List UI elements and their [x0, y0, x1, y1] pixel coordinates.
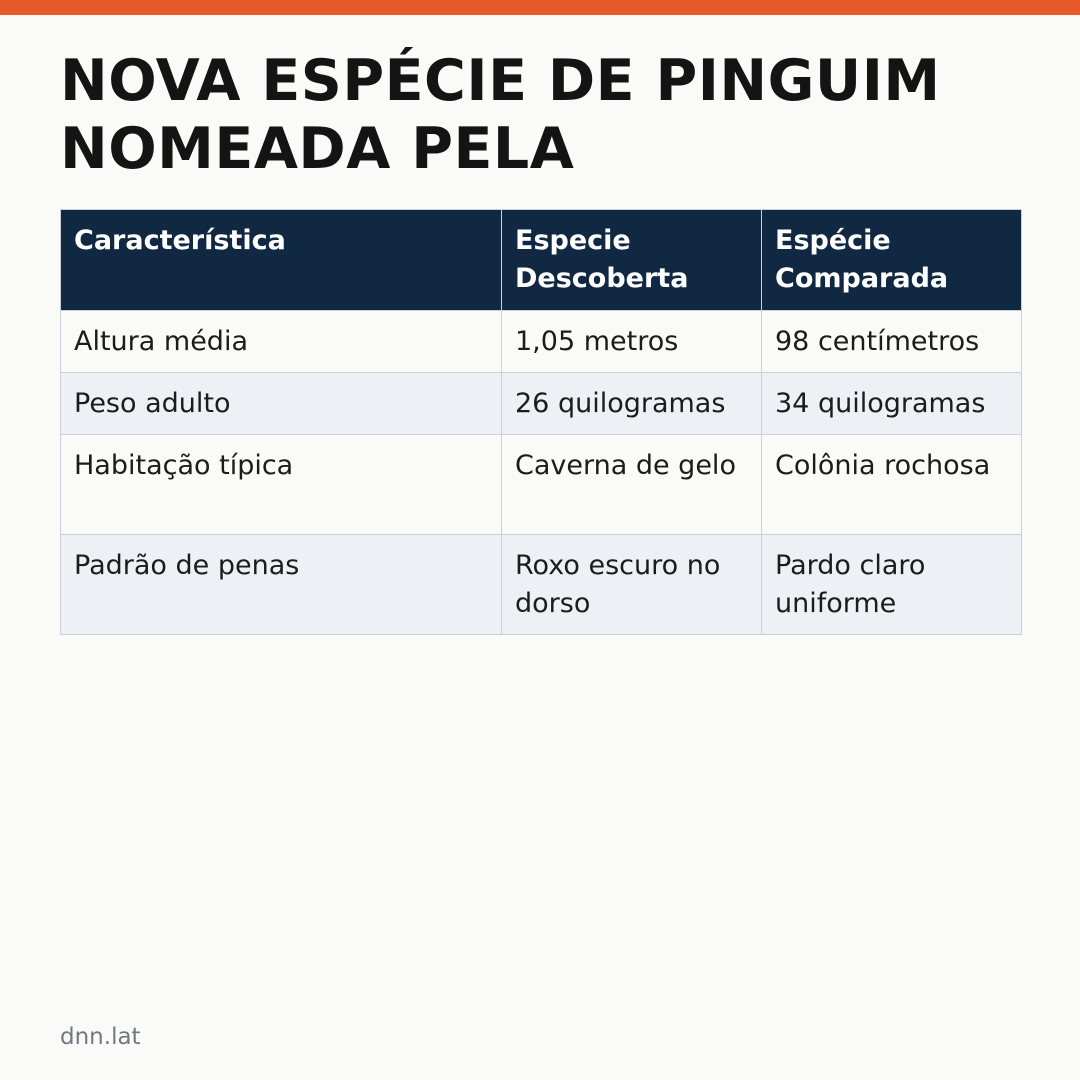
table-cell: Roxo escuro no dorso [502, 535, 762, 635]
comparison-table [60, 209, 1022, 635]
table-cell: Colônia rochosa [762, 435, 1022, 535]
table-cell: Altura média [61, 311, 502, 373]
column-header-discovered-species: Especie Descoberta [502, 210, 762, 311]
table-row [61, 435, 1022, 535]
table-cell: 34 quilogramas [762, 373, 1022, 435]
table-cell: Padrão de penas [61, 535, 502, 635]
source-label: dnn.lat [60, 1024, 141, 1050]
table-cell: Habitação típica [61, 435, 502, 535]
table-cell: Caverna de gelo [502, 435, 762, 535]
table-cell: 1,05 metros [502, 311, 762, 373]
table-cell: 26 quilogramas [502, 373, 762, 435]
table-header-row [61, 210, 1022, 311]
table-row [61, 311, 1022, 373]
column-header-characteristic: Característica [61, 210, 502, 311]
table-row [61, 373, 1022, 435]
page-title: NOVA ESPÉCIE DE PINGUIM NOMEADA PELA [60, 48, 941, 182]
column-header-compared-species: Espécie Comparada [762, 210, 1022, 311]
table-row [61, 535, 1022, 635]
table-cell: Peso adulto [61, 373, 502, 435]
table-cell: Pardo claro uniforme [762, 535, 1022, 635]
table-cell: 98 centímetros [762, 311, 1022, 373]
accent-bar [0, 0, 1080, 15]
